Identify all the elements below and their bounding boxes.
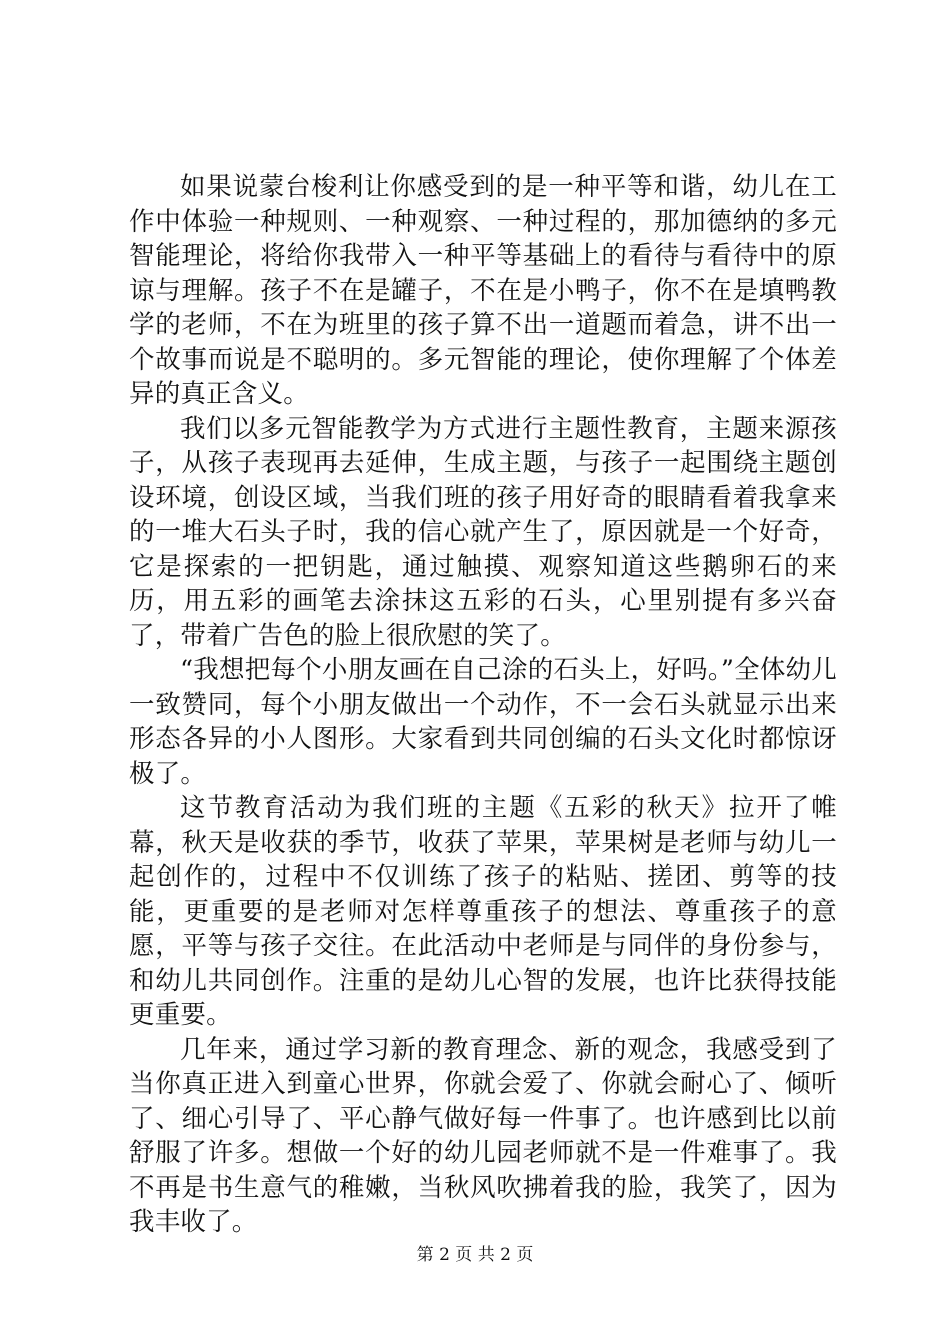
paragraph-1: 如果说蒙台梭利让你感受到的是一种平等和谐，幼儿在工作中体验一种规则、一种观察、一种过程的，那加德纳的多元智能理论，将给你我带入一种平等基础上的看待与看待中的原谅与理解。孩子不在是罐子，不在是小鸭子，你不在是填鸭教学的老师，不在为班里的孩子算不出一道题而着急，讲不出一个故事而说是不聪明的。多元智能的理论，使你理解了个体差异的真正含义。 <box>129 172 837 409</box>
paragraph-4: 这节教育活动为我们班的主题《五彩的秋天》拉开了帷幕，秋天是收获的季节，收获了苹果，苹果树是老师与幼儿一起创作的，过程中不仅训练了孩子的粘贴、搓团、剪等的技能，更重要的是老师对怎样尊重孩子的想法、尊重孩子的意愿，平等与孩子交往。在此活动中老师是与同伴的身份参与，和幼儿共同创作。注重的是幼儿心智的发展，也许比获得技能更重要。 <box>129 793 837 1030</box>
page-number-footer: 第 2 页 共 2 页 <box>416 1245 534 1265</box>
paragraph-3: “我想把每个小朋友画在自己涂的石头上，好吗。”全体幼儿一致赞同，每个小朋友做出一个动作，不一会石头就显示出来形态各异的小人图形。大家看到共同创编的石头文化时都惊讶极了。 <box>129 655 837 789</box>
document-body <box>129 170 837 1240</box>
paragraph-2: 我们以多元智能教学为方式进行主题性教育，主题来源孩子，从孩子表现再去延伸，生成主题，与孩子一起围绕主题创设环境，创设区域，当我们班的孩子用好奇的眼睛看着我拿来的一堆大石头子时，我的信心就产生了，原因就是一个好奇，它是探索的一把钥匙，通过触摸、观察知道这些鹅卵石的来历，用五彩的画笔去涂抹这五彩的石头，心里别提有多兴奋了，带着广告色的脸上很欣慰的笑了。 <box>129 413 837 651</box>
paragraph-5: 几年来，通过学习新的教育理念、新的观念，我感受到了当你真正进入到童心世界，你就会爱了、你就会耐心了、倾听了、细心引导了、平心静气做好每一件事了。也许感到比以前舒服了许多。想做一个好的幼儿园老师就不是一件难事了。我不再是书生意气的稚嫩，当秋风吹拂着我的脸，我笑了，因为我丰收了。 <box>129 1034 837 1237</box>
